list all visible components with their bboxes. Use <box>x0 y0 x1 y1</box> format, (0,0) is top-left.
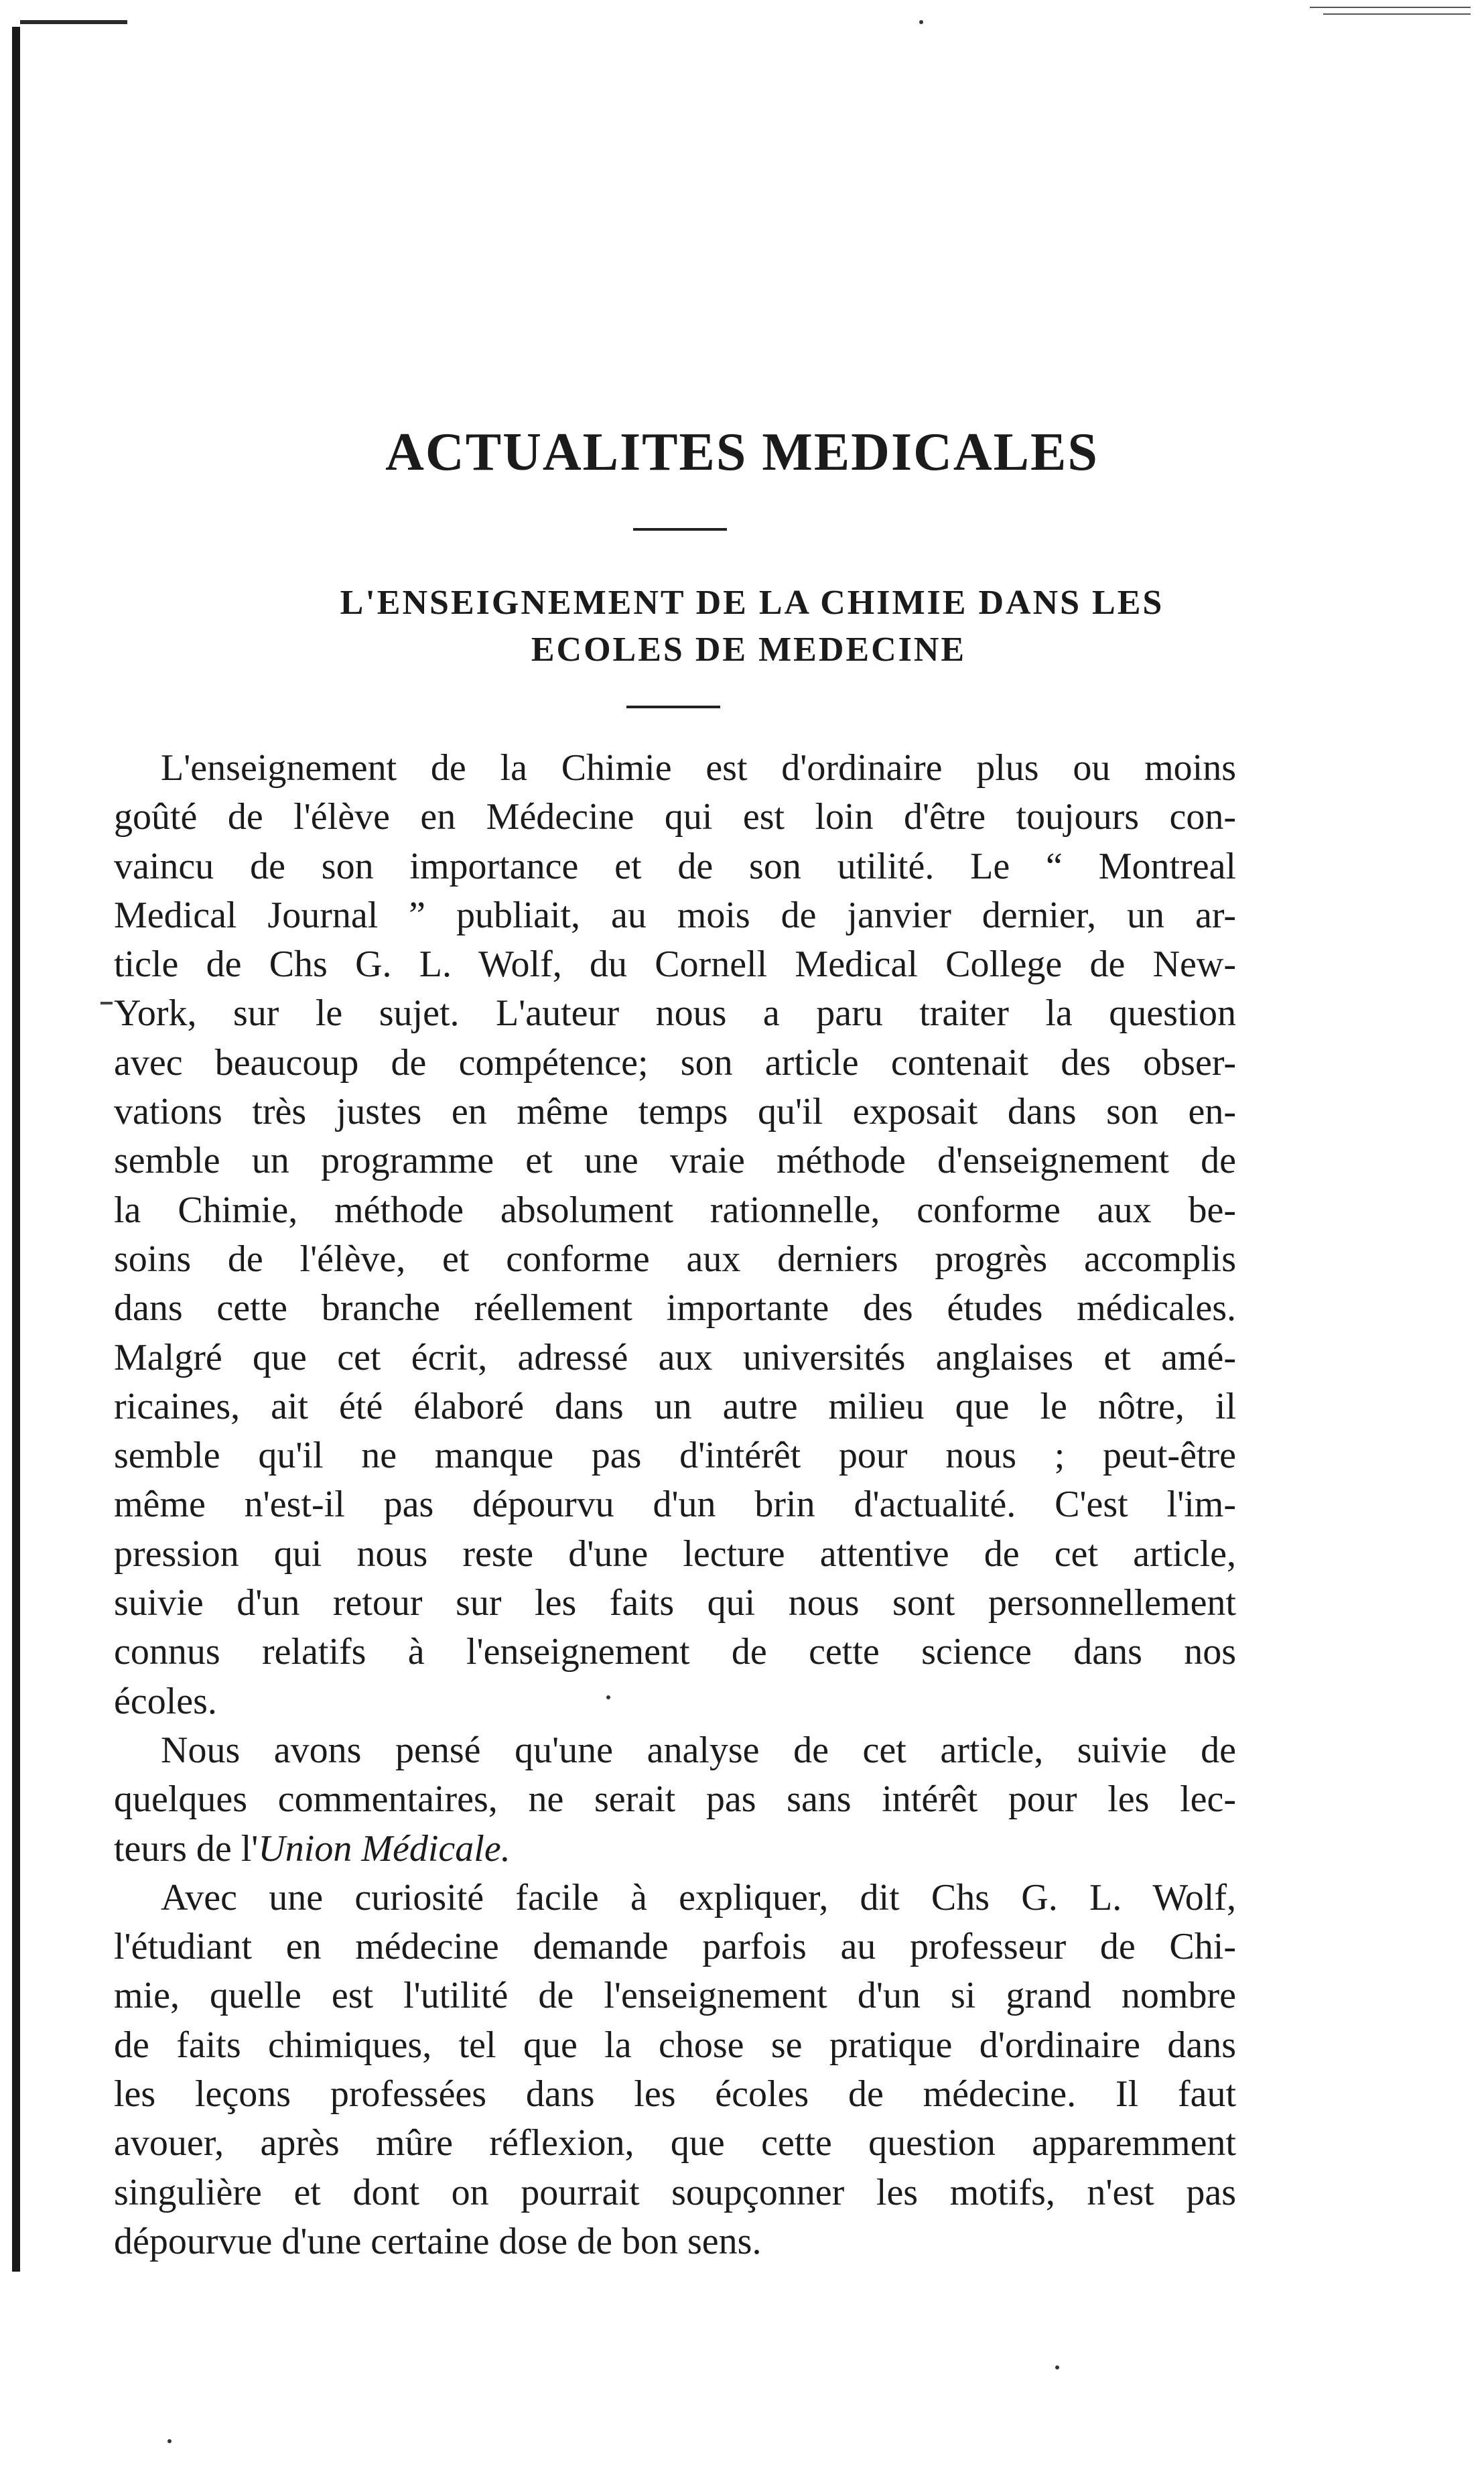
paragraph-1-line: même n'est-il pas dépourvu d'un brin d'actualité. C'est l'im- <box>114 1484 1236 1526</box>
journal-title-italic: Union Médicale. <box>258 1827 511 1870</box>
article-subtitle-line-1: L'ENSEIGNEMENT DE LA CHIMIE DANS LES <box>340 584 1164 622</box>
scan-top-rule <box>1310 7 1471 8</box>
paragraph-3-line: mie, quelle est l'utilité de l'enseignement d'un si grand nombre <box>114 1975 1236 2017</box>
paragraph-1-line: L'enseignement de la Chimie est d'ordinaire plus ou moins <box>161 747 1236 789</box>
paragraph-1-line: Malgré que cet écrit, adressé aux universités anglaises et amé- <box>114 1336 1236 1378</box>
paragraph-1-line: ricaines, ait été élaboré dans un autre milieu que le nôtre, il <box>114 1385 1236 1427</box>
paragraph-1-line: pression qui nous reste d'une lecture attentive de cet article, <box>114 1533 1236 1575</box>
scan-top-rule <box>1323 13 1471 15</box>
article-subtitle-line-2: ECOLES DE MEDECINE <box>531 631 967 669</box>
scan-mark <box>100 1002 113 1004</box>
paragraph-3-line: les leçons professées dans les écoles de médecine. Il faut <box>114 2073 1236 2115</box>
paragraph-3-line: de faits chimiques, tel que la chose se pratique d'ordinaire dans <box>114 2024 1236 2066</box>
paragraph-3-line: dépourvue d'une certaine dose de bon sens. <box>114 2220 762 2262</box>
paragraph-3-line: avouer, après mûre réflexion, que cette question apparemment <box>114 2122 1236 2164</box>
scan-speck <box>1055 2365 1059 2369</box>
paragraph-1-line: vations très justes en même temps qu'il exposait dans son en- <box>114 1091 1236 1133</box>
paragraph-1-line: avec beaucoup de compétence; son article contenait des obser- <box>114 1041 1236 1084</box>
paragraph-1-line: écoles. <box>114 1680 217 1722</box>
paragraph-1-line: semble un programme et une vraie méthode d'enseignement de <box>114 1140 1236 1182</box>
page-title: ACTUALITES MEDICALES <box>385 423 1099 482</box>
scan-speck <box>167 2439 172 2443</box>
scan-corner-mark <box>20 20 127 78</box>
paragraph-2-line-start: teurs de l' <box>114 1827 259 1870</box>
paragraph-1-line: Medical Journal ” publiait, au mois de janvier dernier, un ar- <box>114 894 1236 936</box>
paragraph-1-line: dans cette branche réellement importante des études médicales. <box>114 1287 1236 1329</box>
paragraph-3-line: Avec une curiosité facile à expliquer, dit Chs G. L. Wolf, <box>161 1876 1236 1918</box>
paragraph-1-line: soins de l'élève, et conforme aux derniers progrès accomplis <box>114 1238 1236 1280</box>
paragraph-1-line: vaincu de son importance et de son utilité. Le “ Montreal <box>114 845 1236 887</box>
article-body <box>114 744 1236 2266</box>
subtitle-divider <box>626 706 720 708</box>
paragraph-2-line-with-italic <box>114 1825 1236 1874</box>
paragraph-3-line: l'étudiant en médecine demande parfois au professeur de Chi- <box>114 1926 1236 1968</box>
scan-speck <box>919 20 923 24</box>
paragraph-1-line: York, sur le sujet. L'auteur nous a paru traiter la question <box>114 992 1236 1035</box>
paragraph-1-line: ticle de Chs G. L. Wolf, du Cornell Medical College de New- <box>114 943 1236 986</box>
paragraph-2-line: Nous avons pensé qu'une analyse de cet article, suivie de <box>161 1729 1236 1771</box>
binding-edge <box>12 27 20 2272</box>
paragraph-1-line: semble qu'il ne manque pas d'intérêt pour nous ; peut-être <box>114 1435 1236 1477</box>
title-divider <box>633 528 727 531</box>
paragraph-1-line: goûté de l'élève en Médecine qui est loin d'être toujours con- <box>114 796 1236 838</box>
paragraph-3-line: singulière et dont on pourrait soupçonner les motifs, n'est pas <box>114 2171 1236 2213</box>
paragraph-2-line: quelques commentaires, ne serait pas sans intérêt pour les lec- <box>114 1778 1236 1821</box>
paragraph-1-line: suivie d'un retour sur les faits qui nous sont personnellement <box>114 1582 1236 1624</box>
paragraph-1-line: la Chimie, méthode absolument rationnelle, conforme aux be- <box>114 1189 1236 1231</box>
paragraph-1-line: connus relatifs à l'enseignement de cette science dans nos <box>114 1631 1236 1673</box>
